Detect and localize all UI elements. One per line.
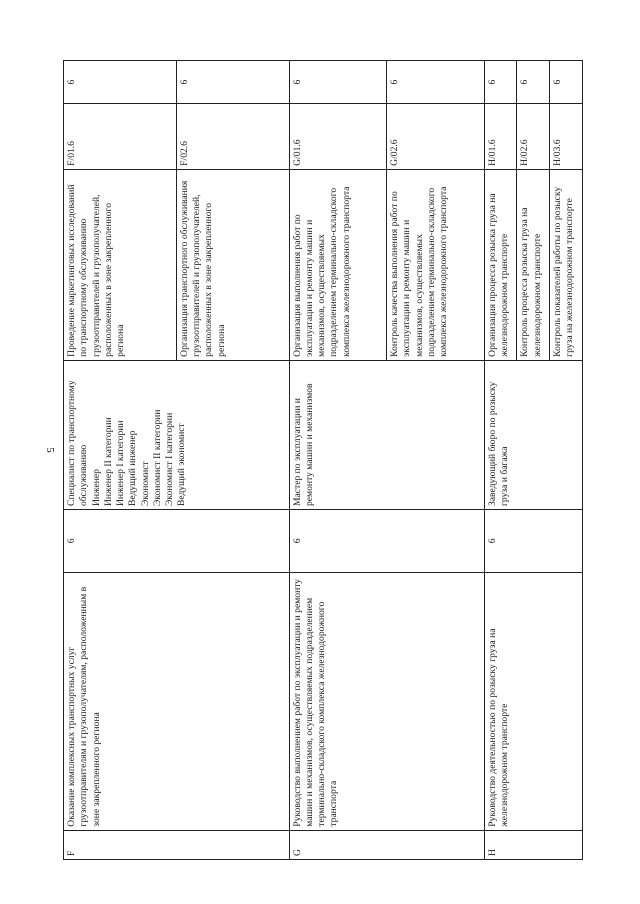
- position-item: Инженер II категории: [102, 417, 114, 507]
- task-level: 6: [517, 61, 550, 104]
- position-item: Специалист по транспортному обслуживанию: [66, 380, 90, 507]
- function-code: H: [484, 830, 583, 859]
- position-item: Ведущий инженер: [127, 430, 139, 507]
- position-item: Экономист I категории: [164, 412, 176, 507]
- task-code: F/02.6: [176, 104, 289, 170]
- function-name: Руководство выполнением работ по эксплуатации и ремонту машин и механизмов, осуществляемых подразделением терминально-складского комплекса железнодорожного транспорта: [289, 572, 484, 830]
- function-level: 6: [289, 510, 484, 573]
- positions-cell: [484, 360, 583, 509]
- function-level: 6: [64, 510, 290, 573]
- position-item: Инженер I категории: [115, 420, 127, 507]
- task-name: Контроль процесса розыска груза на железнодорожном транспорте: [517, 169, 550, 360]
- table-row: [64, 61, 177, 860]
- function-name: Оказание комплексных транспортных услуг грузоотправителям и грузополучателям, расположенным в зоне закрепленного региона: [64, 572, 290, 830]
- functions-table: [63, 60, 583, 860]
- task-level: 6: [550, 61, 583, 104]
- task-level: 6: [387, 61, 484, 104]
- task-level: 6: [64, 61, 177, 104]
- task-code: H/01.6: [484, 104, 517, 170]
- task-code: H/02.6: [517, 104, 550, 170]
- function-code: F: [64, 830, 290, 859]
- task-name: Проведение маркетинговых исследований по транспортному обслуживанию грузоотправителей и грузополучателей, расположенных в зоне закрепленного региона: [64, 169, 177, 360]
- task-name: Организация транспортного обслуживания грузоотправителей и грузополучателей, расположенных в зоне закрепленного региона: [176, 169, 289, 360]
- table-row: [289, 61, 386, 860]
- task-level: 6: [484, 61, 517, 104]
- page-number: 5: [44, 447, 56, 453]
- task-code: G/02.6: [387, 104, 484, 170]
- position-item: Экономист: [139, 461, 151, 507]
- task-name: Организация процесса розыска груза на железнодорожном транспорте: [484, 169, 517, 360]
- positions-cell: [289, 360, 484, 509]
- position-item: Инженер: [90, 469, 102, 507]
- function-code: G: [289, 830, 484, 859]
- rotated-table-container: [63, 60, 583, 860]
- task-level: 6: [289, 61, 386, 104]
- position-item: Экономист II категории: [151, 409, 163, 507]
- task-name: Организация выполнения работ по эксплуатации и ремонту машин и механизмов, осуществляемых подразделением терминально-складского комплекса железнодорожного транспорта: [289, 169, 386, 360]
- function-level: 6: [484, 510, 583, 573]
- position-item: Мастер по эксплуатации и ремонту машин и механизмов: [291, 383, 315, 507]
- position-item: Ведущий экономист: [176, 423, 188, 507]
- table-row: [484, 61, 517, 860]
- table-viewport: [63, 60, 583, 860]
- task-code: H/03.6: [550, 104, 583, 170]
- function-name: Руководство деятельностью по розыску груза на железнодорожном транспорте: [484, 572, 583, 830]
- positions-cell: [64, 360, 290, 509]
- task-name: Контроль показателей работы по розыску груза на железнодорожном транспорте: [550, 169, 583, 360]
- task-code: F/01.6: [64, 104, 177, 170]
- task-level: 6: [176, 61, 289, 104]
- position-item: Заведующий бюро по розыску груза и багажа: [486, 381, 510, 507]
- task-code: G/01.6: [289, 104, 386, 170]
- task-name: Контроль качества выполнения работ по эксплуатации и ремонту машин и механизмов, осуществляемых подразделением терминально-складского комплекса железнодорожного транспорта: [387, 169, 484, 360]
